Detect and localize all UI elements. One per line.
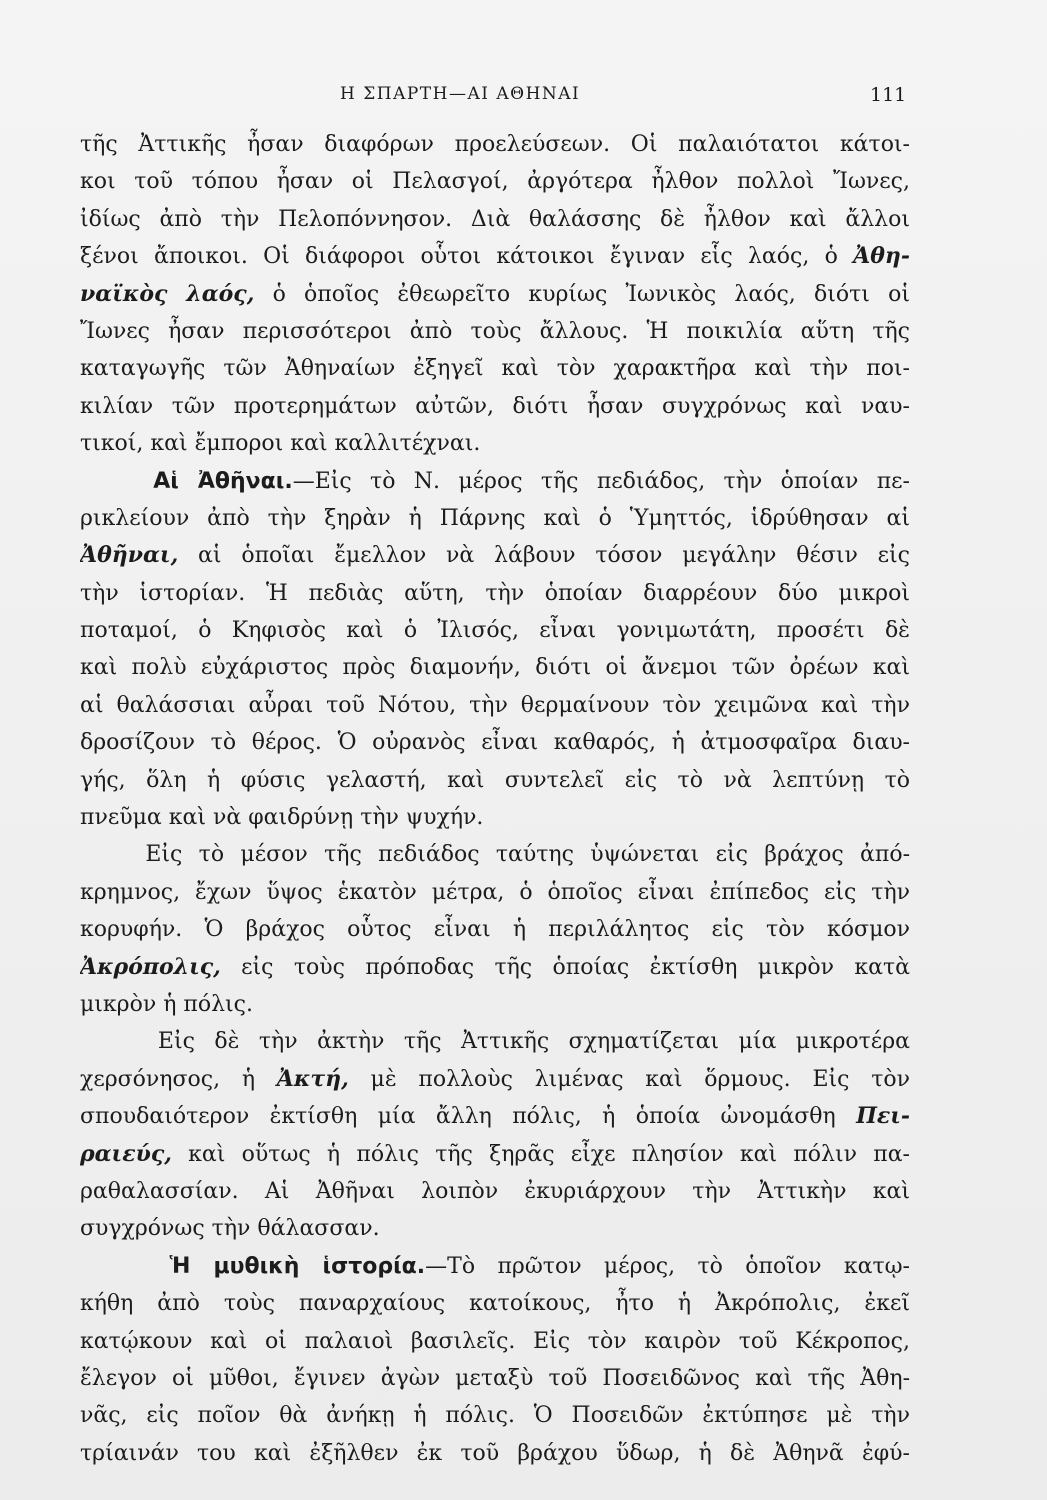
- text-line: [80, 238, 910, 275]
- text-run: καὶ οὕτως ἡ πόλις τῆς ξηρᾶς εἶχε πλησίον καὶ πόλιν πα-: [171, 1141, 910, 1167]
- emphasized-term: Πει-: [856, 1103, 910, 1130]
- emphasized-term: Ἀθη-: [853, 243, 910, 270]
- text-run: εἰς τοὺς πρόποδας τῆς ὁποίας ἐκτίσθη μικρὸν κατὰ: [220, 954, 910, 980]
- text-run: μὲ πολλοὺς λιμένας καὶ ὅρμους. Εἰς τὸν: [348, 1066, 910, 1092]
- text-run: ξένοι ἄποικοι. Οἱ διάφοροι οὗτοι κάτοικοι ἔγιναν εἷς λαός, ὁ: [80, 244, 854, 270]
- body-text: [80, 126, 910, 1472]
- text-run: Εἰς τὸ μέσον τῆς πεδιάδος ταύτης ὑψώνεται εἰς βράχος ἀπό-: [80, 842, 910, 868]
- text-run: ρικλείουν ἀπὸ τὴν ξηρὰν ἡ Πάρνης καὶ ὁ Ὑμηττός, ἱδρύθησαν αἱ: [80, 505, 910, 531]
- section-heading: Αἱ Ἀθῆναι.: [153, 468, 293, 494]
- text-run: —Τὸ πρῶτον μέρος, τὸ ὁποῖον κατῳ-: [425, 1253, 910, 1279]
- text-run: ὁ ὁποῖος ἐθεωρεῖτο κυρίως Ἰωνικὸς λαός, διότι οἱ: [254, 281, 910, 307]
- text-run: καταγωγῆς τῶν Ἀθηναίων ἐξηγεῖ καὶ τὸν χαρακτῆρα καὶ τὴν ποι-: [80, 356, 910, 382]
- text-run: σπουδαιότερον ἐκτίσθη μία ἄλλη πόλις, ἡ ὁποία ὠνομάσθη: [80, 1104, 857, 1130]
- emphasized-term: Ἀθῆναι,: [80, 542, 179, 569]
- text-line: [80, 537, 910, 574]
- text-line: [80, 163, 910, 200]
- text-line: [80, 575, 910, 612]
- text-run: ἰδίως ἀπὸ τὴν Πελοπόννησον. Διὰ θαλάσσης δὲ ἦλθον καὶ ἄλλοι: [80, 206, 910, 232]
- text-run: κιλίαν τῶν προτερημάτων αὐτῶν, διότι ἦσαν συγχρόνως καὶ ναυ-: [80, 393, 910, 419]
- text-line: [80, 1023, 910, 1060]
- text-line: [80, 463, 910, 500]
- text-run: συγχρόνως τὴν θάλασσαν.: [80, 1216, 380, 1242]
- text-line: [80, 313, 910, 350]
- text-run: ραθαλασσίαν. Αἱ Ἀθῆναι λοιπὸν ἐκυριάρχουν τὴν Ἀττικὴν καὶ: [80, 1178, 910, 1204]
- text-line: [80, 1210, 910, 1247]
- text-line: [80, 799, 910, 836]
- text-run: χερσόνησος, ἡ: [80, 1066, 277, 1092]
- text-line: [80, 126, 910, 163]
- text-run: τρίαινάν του καὶ ἐξῆλθεν ἐκ τοῦ βράχου ὕδωρ, ἡ δὲ Ἀθηνᾶ ἐφύ-: [80, 1440, 910, 1466]
- text-run: Ἴωνες ἦσαν περισσότεροι ἀπὸ τοὺς ἄλλους. Ἡ ποικιλία αὕτη τῆς: [80, 318, 910, 344]
- text-run: κοι τοῦ τόπου ἦσαν οἱ Πελασγοί, ἀργότερα ἦλθον πολλοὶ Ἴωνες,: [80, 169, 910, 195]
- text-line: [80, 949, 910, 986]
- text-line: [80, 1360, 910, 1397]
- text-run: [80, 469, 153, 494]
- text-line: [80, 1173, 910, 1210]
- text-line: [80, 1248, 910, 1285]
- text-run: τικοί, καὶ ἔμποροι καὶ καλλιτέχναι.: [80, 431, 481, 457]
- text-run: ἔλεγον οἱ μῦθοι, ἔγινεν ἀγὼν μεταξὺ τοῦ Ποσειδῶνος καὶ τῆς Ἀθη-: [80, 1365, 910, 1391]
- text-line: [80, 1435, 910, 1472]
- page-number: 111: [870, 84, 907, 106]
- text-run: πνεῦμα καὶ νὰ φαιδρύνῃ τὴν ψυχήν.: [80, 805, 484, 831]
- text-line: [80, 874, 910, 911]
- text-line: [80, 1098, 910, 1135]
- text-line: [80, 724, 910, 761]
- text-run: τὴν ἱστορίαν. Ἡ πεδιὰς αὕτη, τὴν ὁποίαν διαρρέουν δύο μικροὶ: [80, 580, 910, 606]
- emphasized-term: Ἀκρόπολις,: [80, 953, 221, 980]
- text-line: [80, 836, 910, 873]
- text-run: [80, 1254, 169, 1279]
- text-line: [80, 687, 910, 724]
- text-run: κορυφήν. Ὁ βράχος οὗτος εἶναι ἡ περιλάλητος εἰς τὸν κόσμον: [80, 917, 910, 943]
- text-run: ποταμοί, ὁ Κηφισὸς καὶ ὁ Ἰλισός, εἶναι γονιμωτάτη, προσέτι δὲ: [80, 618, 910, 644]
- text-line: [80, 1285, 910, 1322]
- text-line: [80, 1136, 910, 1173]
- text-run: τῆς Ἀττικῆς ἦσαν διαφόρων προελεύσεων. Οἱ παλαιότατοι κάτοι-: [80, 132, 910, 157]
- text-line: [80, 1323, 910, 1360]
- emphasized-term: Ἀκτή,: [276, 1065, 349, 1092]
- text-line: [80, 762, 910, 799]
- text-line: [80, 350, 910, 387]
- text-line: [80, 649, 910, 686]
- emphasized-term: ραιεύς,: [80, 1140, 172, 1167]
- text-run: Εἰς δὲ τὴν ἀκτὴν τῆς Ἀττικῆς σχηματίζεται μία μικροτέρα: [80, 1029, 910, 1055]
- text-line: [80, 425, 910, 462]
- text-line: [80, 500, 910, 537]
- text-line: [80, 1397, 910, 1434]
- text-line: [80, 911, 910, 948]
- text-line: [80, 201, 910, 238]
- section-heading: Ἡ μυθικὴ ἱστορία.: [169, 1253, 426, 1279]
- running-header: [0, 84, 1047, 114]
- text-line: [80, 388, 910, 425]
- text-line: [80, 986, 910, 1023]
- running-title: Η ΣΠΑΡΤΗ—ΑΙ ΑΘΗΝΑΙ: [340, 84, 581, 104]
- text-run: αἱ θαλάσσιαι αὖραι τοῦ Νότου, τὴν θερμαίνουν τὸν χειμῶνα καὶ τὴν: [80, 692, 910, 718]
- text-line: [80, 276, 910, 313]
- text-run: αἱ ὁποῖαι ἔμελλον νὰ λάβουν τόσον μεγάλην θέσιν εἰς: [178, 543, 910, 569]
- text-line: [80, 1061, 910, 1098]
- text-run: —Εἰς τὸ Ν. μέρος τῆς πεδιάδος, τὴν ὁποίαν πε-: [292, 468, 910, 494]
- text-run: γής, ὅλη ἡ φύσις γελαστή, καὶ συντελεῖ εἰς τὸ νὰ λεπτύνῃ τὸ: [80, 767, 910, 793]
- text-line: [80, 612, 910, 649]
- text-run: καὶ πολὺ εὐχάριστος πρὸς διαμονήν, διότι οἱ ἄνεμοι τῶν ὀρέων καὶ: [80, 655, 910, 681]
- text-run: κατῴκουν καὶ οἱ παλαιοὶ βασιλεῖς. Εἰς τὸν καιρὸν τοῦ Κέκροπος,: [80, 1328, 910, 1354]
- text-run: δροσίζουν τὸ θέρος. Ὁ οὐρανὸς εἶναι καθαρός, ἡ ἀτμοσφαῖρα διαυ-: [80, 730, 910, 756]
- text-run: μικρὸν ἡ πόλις.: [80, 991, 253, 1017]
- text-run: νᾶς, εἰς ποῖον θὰ ἀνήκῃ ἡ πόλις. Ὁ Ποσειδῶν ἐκτύπησε μὲ τὴν: [80, 1403, 910, 1429]
- text-run: κήθη ἀπὸ τοὺς παναρχαίους κατοίκους, ἦτο ἡ Ἀκρόπολις, ἐκεῖ: [80, 1291, 910, 1317]
- emphasized-term: ναϊκὸς λαός,: [80, 280, 255, 307]
- text-run: κρημνος, ἔχων ὕψος ἑκατὸν μέτρα, ὁ ὁποῖος εἶναι ἐπίπεδος εἰς τὴν: [80, 879, 910, 905]
